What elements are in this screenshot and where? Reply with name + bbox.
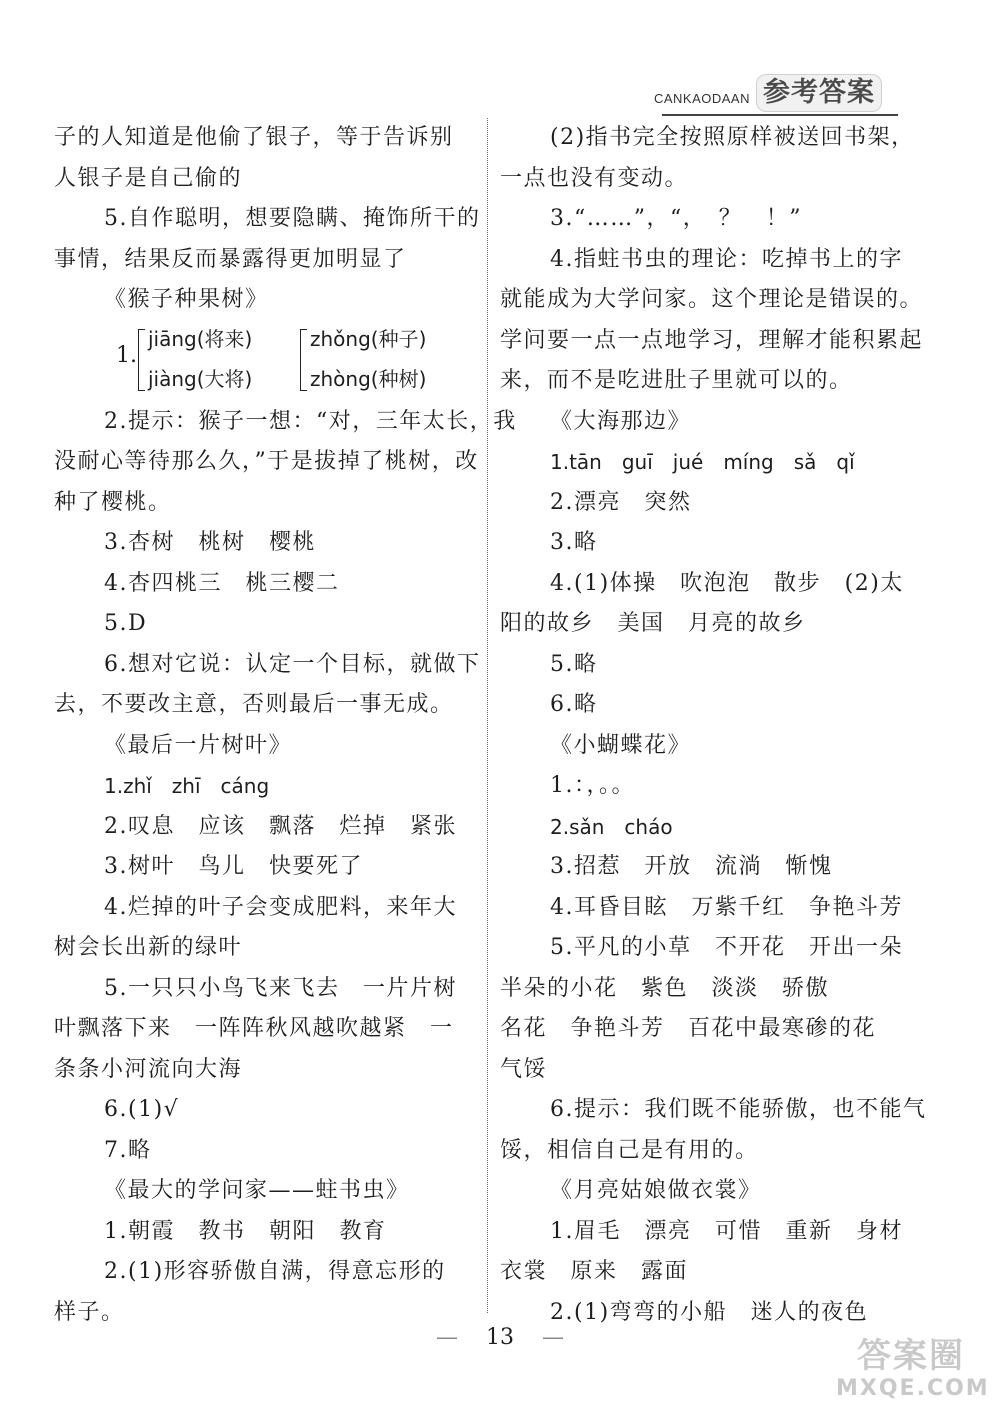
text-line: 2.漂亮 突然 bbox=[550, 489, 692, 515]
text-line: 人银子是自己偷的 bbox=[54, 165, 243, 191]
text-line: 去，不要改主意，否则最后一事无成。 bbox=[54, 692, 454, 717]
text-line: 5.一只只小鸟飞来飞去 一片片树 bbox=[104, 975, 457, 1001]
brand-logo: 参考答案 bbox=[756, 74, 882, 112]
text-line: 6.想对它说：认定一个目标，就做下 bbox=[104, 651, 481, 677]
text-line: 树会长出新的绿叶 bbox=[54, 935, 243, 960]
text-line: 6.提示：我们既不能骄傲，也不能气 bbox=[550, 1097, 927, 1122]
text-line: 1.：，。。 bbox=[550, 773, 635, 798]
text-line: 种了樱桃。 bbox=[54, 489, 172, 515]
text-line: 衣裳 原来 露面 bbox=[500, 1259, 689, 1284]
text-line: 没耐心等待那么久，”于是拔掉了桃树，改 bbox=[54, 449, 479, 474]
text-line: 5.略 bbox=[550, 651, 598, 677]
text-line: 1.眉毛 漂亮 可惜 重新 身材 bbox=[550, 1218, 903, 1244]
section-title: 《最大的学问家——蛀书虫》 bbox=[104, 1178, 410, 1203]
text-line: 4.杏四桃三 桃三樱二 bbox=[104, 570, 340, 596]
pinyin-answer: jiàng(大将) bbox=[148, 366, 253, 391]
text-line: 来，而不是吃进肚子里就可以的。 bbox=[500, 368, 853, 393]
text-line: 阳的故乡 美国 月亮的故乡 bbox=[500, 611, 806, 636]
pinyin-brace-group bbox=[54, 321, 474, 402]
text-line: 3.树叶 鸟儿 快要死了 bbox=[104, 854, 363, 879]
text-line: 样子。 bbox=[54, 1299, 125, 1325]
text-line: 4.(1)体操 吹泡泡 散步 (2)太 bbox=[550, 570, 904, 596]
watermark-logo bbox=[836, 1336, 990, 1408]
pinyin-answer: jiāng(将来) bbox=[148, 326, 253, 351]
text-line: 半朵的小花 紫色 淡淡 骄傲 bbox=[500, 975, 830, 1001]
text-line: 学问要一点一点地学习，理解才能积累起 bbox=[500, 327, 924, 353]
pinyin-line: 1.tān guī jué míng sǎ qǐ bbox=[550, 450, 855, 474]
text-line: 3.略 bbox=[550, 530, 598, 555]
text-line: 一点也没有变动。 bbox=[500, 165, 689, 191]
text-line: 3.杏树 桃树 樱桃 bbox=[104, 530, 316, 555]
text-line: 2.叹息 应该 飘落 烂掉 紧张 bbox=[104, 813, 457, 839]
brand-english: CANKAODAAN bbox=[653, 91, 750, 106]
right-column bbox=[500, 118, 927, 1333]
text-line: 就能成为大学问家。这个理论是错误的。 bbox=[500, 287, 924, 312]
column-divider bbox=[487, 118, 488, 1313]
section-title: 《月亮姑娘做衣裳》 bbox=[550, 1178, 762, 1203]
brace-right bbox=[300, 329, 307, 391]
text-line: 4.耳昏目眩 万紫千红 争艳斗芳 bbox=[550, 894, 903, 920]
page-header bbox=[654, 72, 882, 112]
text-line: (2)指书完全按照原样被送回书架， bbox=[550, 125, 915, 150]
text-line: 5.D bbox=[104, 611, 148, 636]
text-line: 子的人知道是他偷了银子，等于告诉别 bbox=[54, 125, 454, 150]
pinyin-answer: zhòng(种树) bbox=[310, 366, 427, 391]
text-line: 4.指蛀书虫的理论：吃掉书上的字 bbox=[550, 246, 903, 272]
text-line: 叶飘落下来 一阵阵秋风越吹越紧 一 bbox=[54, 1016, 454, 1041]
page-number: 13 bbox=[486, 1325, 514, 1350]
text-line: 5.平凡的小草 不开花 开出一朵 bbox=[550, 935, 903, 960]
brace-left bbox=[138, 329, 145, 391]
text-line: 6.(1)√ bbox=[104, 1097, 180, 1122]
text-line: 7.略 bbox=[104, 1137, 152, 1163]
text-line: 5.自作聪明，想要隐瞒、掩饰所干的 bbox=[104, 206, 481, 231]
watermark-url: MXQE.COM bbox=[836, 1376, 990, 1401]
text-line: 1.朝霞 教书 朝阳 教育 bbox=[104, 1218, 387, 1244]
text-line: 事情，结果反而暴露得更加明显了 bbox=[54, 246, 407, 272]
text-line: 2.(1)形容骄傲自满，得意忘形的 bbox=[104, 1259, 446, 1284]
section-title: 《大海那边》 bbox=[550, 408, 692, 434]
text-line: 3.招惹 开放 流淌 惭愧 bbox=[550, 854, 833, 879]
text-line: 2.(1)弯弯的小船 迷人的夜色 bbox=[550, 1299, 869, 1325]
pinyin-answer: zhǒng(种子) bbox=[310, 326, 427, 351]
text-line: 6.略 bbox=[550, 692, 598, 717]
text-line: 条条小河流向大海 bbox=[54, 1056, 243, 1082]
footer-dash-left: — bbox=[436, 1325, 458, 1350]
text-line: 3.“……”，“， ？ ！” bbox=[550, 206, 802, 231]
pinyin-line: 2.sǎn cháo bbox=[550, 814, 673, 839]
footer-dash-right: — bbox=[542, 1325, 564, 1350]
text-line: 馁，相信自己是有用的。 bbox=[500, 1137, 759, 1163]
text-line: 4.烂掉的叶子会变成肥料，来年大 bbox=[104, 894, 457, 920]
watermark-text: 答案圈 bbox=[857, 1336, 965, 1376]
section-title: 《最后一片树叶》 bbox=[104, 732, 293, 758]
text-line: 名花 争艳斗芳 百花中最寒碜的花 bbox=[500, 1016, 877, 1041]
section-title: 《猴子种果树》 bbox=[104, 287, 269, 312]
text-line: 2.提示：猴子一想：“对，三年太长，我 bbox=[104, 408, 517, 434]
header-rule bbox=[662, 114, 898, 116]
pinyin-line: 1.zhǐ zhī cáng bbox=[104, 774, 270, 798]
section-title: 《小蝴蝶花》 bbox=[550, 732, 692, 758]
text-line: 气馁 bbox=[500, 1056, 548, 1082]
left-column bbox=[54, 118, 517, 1333]
question-number: 1. bbox=[116, 342, 137, 368]
